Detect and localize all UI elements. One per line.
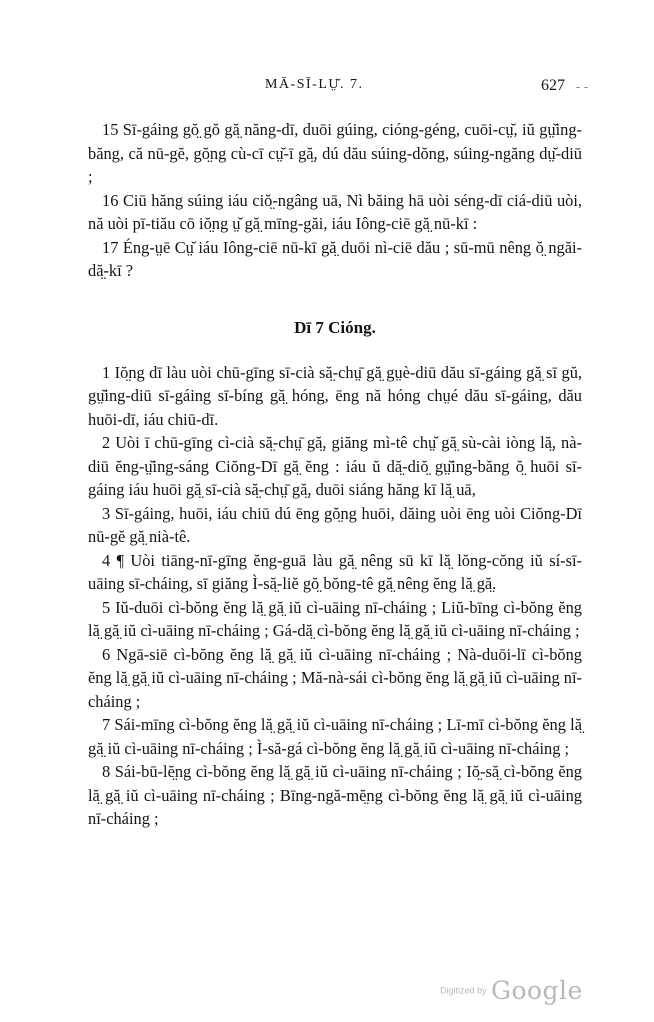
verse-6: 6 Ngā-siē cì-bŏng ĕng lă̤ gă̤ iŭ cì-uāing nī-cháing ; Nà-duōi-lī cì-bŏng ĕng lă̤ gă̤ iŭ cì-uāing nī-cháing ; Mă-nà-sái cì-bŏng ĕng lă̤ gă̤ iŭ cì-uāing nī-cháing ; xyxy=(88,644,582,711)
verse-4: 4 ¶ Uòi tiāng-nī-gīng ĕng-guā làu gă̤ nêng sū kī lă̤ lŏng-cŏng iŭ sí-sī-uāing sī-cháing, sī giăng Ì-să̤-liĕ gŏ̤ bŏng-tê gă̤ nêng ĕng lă̤ gă̤. xyxy=(88,550,582,593)
verse-3: 3 Sī-gáing, huōi, iáu chiū dú ēng gŏ̤ng huōi, dăing uòi ēng uòi Ciŏng-Dī nū-gĕ gă̤ nià-tê. xyxy=(88,503,582,546)
verse-5: 5 Iŭ-duōi cì-bŏng ĕng lă̤ gă̤ iŭ cì-uāing nī-cháing ; Liŭ-bīng cì-bŏng ĕng lă̤ gă̤ iŭ cì-uāing nī-cháing ; Gá-dă̤ cì-bŏng ĕng lă̤ gă̤ iŭ cì-uāing nī-cháing ; xyxy=(88,597,582,640)
running-title: MĀ-SĪ-LṲ̆. 7. xyxy=(265,77,364,92)
google-logo: Google xyxy=(490,976,583,1005)
verse-1: 1 Iŏ̤ng dī làu uòi chū-gīng sī-cià să̤-chṳ̄ gă̤ gṳè-diū dău sī-gáing gă̤ sī gŭ, gṳ̆ing-diū sī-gáing sī-bíng gă̤ hóng, ēng nă hóng chṳé dău sī-gáing, dău huōi-dī, iáu chiū-dī. xyxy=(88,362,582,429)
header-mark: - - xyxy=(576,80,588,94)
chapter-heading: Dī 7 Cióng. xyxy=(294,317,376,337)
digitized-watermark xyxy=(440,976,583,1005)
running-header xyxy=(0,77,654,99)
verse-7: 7 Sái-mīng cì-bŏng ĕng lă̤ gă̤ iŭ cì-uāing nī-cháing ; Lī-mī cì-bŏng ĕng lă̤ gă̤ iŭ cì-uāing nī-cháing ; Ì-să-gá cì-bŏng ĕng lă̤ gă̤ iŭ cì-uāing nī-cháing ; xyxy=(88,715,582,758)
verse-8: 8 Sái-bū-lĕ̤ng cì-bŏng ĕng lă̤ gă̤ iŭ cì-uāing nī-cháing ; Iŏ̤-să̤ cì-bŏng ĕng lă̤ gă̤ iŭ cì-uāing nī-cháing ; Bīng-ngă-mĕ̤ng cì-bŏng ĕng lă̤ gă̤ iŭ cì-uāing nī-cháing ; xyxy=(88,762,582,828)
watermark-prefix: Digitized by xyxy=(440,985,487,996)
verse-16: 16 Ciū hăng súing iáu ciŏ̤-ngâng uā, Nì băing hā uòi séng-dī ciá-diū uòi, nă uòi pī-tiău cō iŏ̤ng ṳ̆ gă̤ mīng-găi, iáu Iông-ciē gă̤ nū-kī : xyxy=(88,190,582,233)
verse-17: 17 Éng-ṳē Cṳ̆ iáu Iông-ciē nū-kī gă̤ duōi nì-ciē dău ; sū-mū nêng ŏ̤ ngăi-dă̤-kī ? xyxy=(88,237,582,280)
verses-before-chapter xyxy=(88,118,582,283)
body-text xyxy=(88,118,582,831)
verses-chapter-7 xyxy=(88,361,582,831)
verse-15: 15 Sī-gáing gŏ̤ gŏ gă̤ năng-dī, duōi gúing, cióng-géng, cuōi-cṳ̆, iŭ gṳ̆ing-băng, că nū-gĕ, gŏ̤ng cù-cī cṳ̆-ī gă̤, dú dău súing-dŏng, súing-ngăng dṳ̆-diū ; xyxy=(88,120,582,186)
page-number: 627 xyxy=(541,77,565,94)
verse-2: 2 Uòi ī chū-gīng cì-cià să̤-chṳ̄ gă̤, giăng mì-tê chṳ̆ gă̤ sù-cài iòng lă̤, nà-diū ĕng-ṳ̆ing-sáng Ciŏng-Dī gă̤ ĕng : iáu ŭ dă̤-diŏ̤ gṳ̆ing-băng ŏ̤ huōi sī-gáing iáu huōi gă̤ sī-cià să̤-chṳ̄ gă̤, duōi siáng hăng kī lă̤ uā, xyxy=(88,433,582,499)
